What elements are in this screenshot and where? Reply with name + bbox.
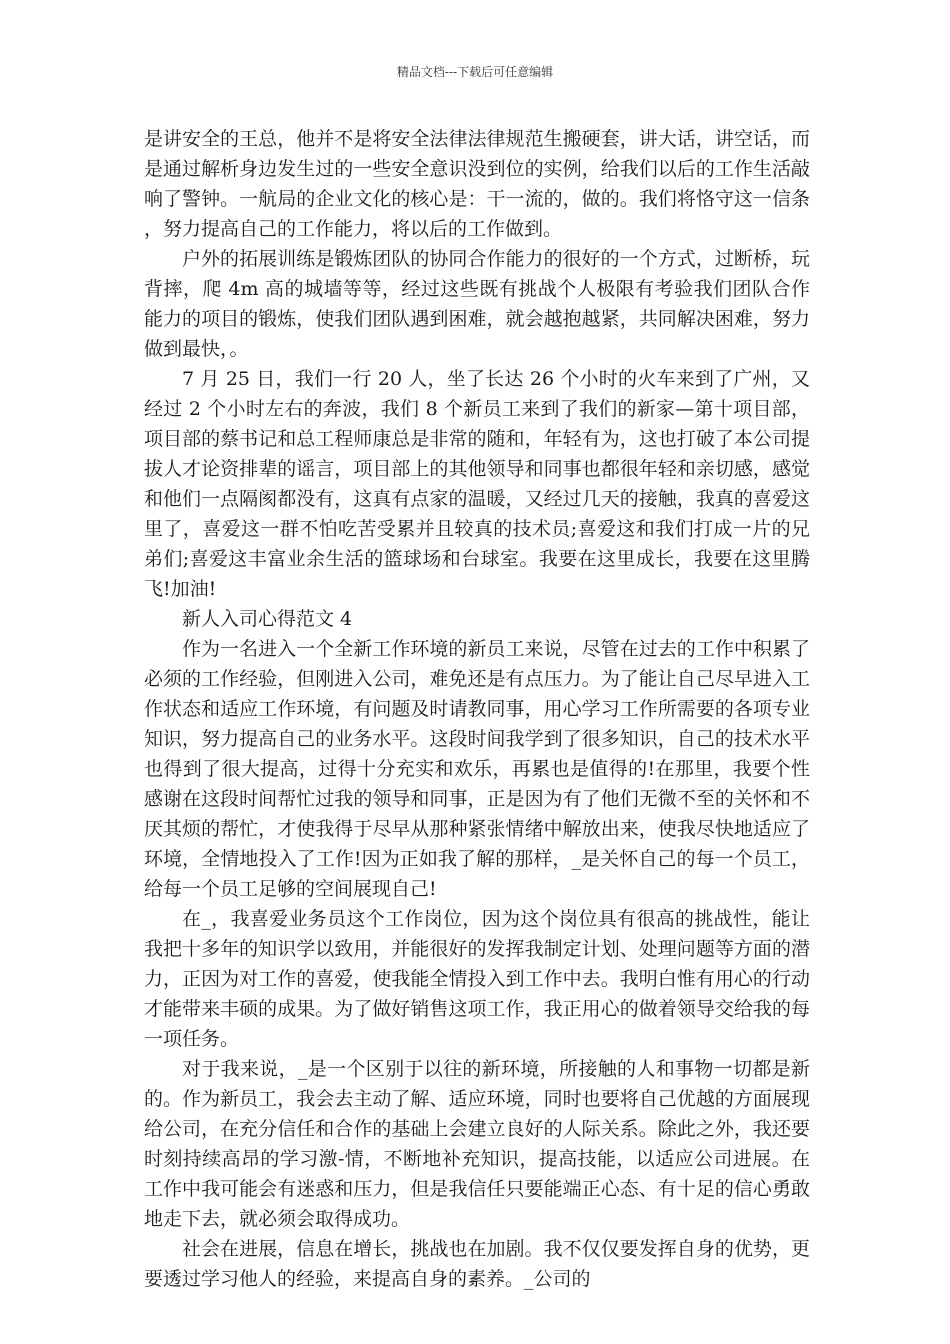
paragraph: 在_，我喜爱业务员这个工作岗位，因为这个岗位具有很高的挑战性，能让我把十多年的知识学以致用，并能很好的发挥我制定计划、处理问题等方面的潜力，正因为对工作的喜爱，使我能全情投入到工作中去。我明白惟有用心的行动才能带来丰硕的成果。为了做好销售这项工作，我正用心的做着领导交给我的每一项任务。 (144, 908, 810, 1050)
paragraph: 是讲安全的王总，他并不是将安全法律法律规范生搬硬套，讲大话，讲空话，而是通过解析身边发生过的一些安全意识没到位的实例，给我们以后的工作生活敲响了警钟。一航局的企业文化的核心是：干一流的，做的。我们将恪守这一信条，努力提高自己的工作能力，将以后的工作做到。 (144, 128, 810, 240)
paragraph: 对于我来说，_是一个区别于以往的新环境，所接触的人和事物一切都是新的。作为新员工，我会去主动了解、适应环境，同时也要将自己优越的方面展现给公司，在充分信任和合作的基础上会建立良好的人际关系。除此之外，我还要时刻持续高昂的学习激-情，不断地补充知识，提高技能，以适应公司进展。在工作中我可能会有迷惑和压力，但是我信任只要能端正心态、有十足的信心勇敢地走下去，就必须会取得成功。 (144, 1058, 810, 1230)
paragraph: 7 月 25 日，我们一行 20 人，坐了长达 26 个小时的火车来到了广州，又经过 2 个小时左右的奔波，我们 8 个新员工来到了我们的新家—第十项目部，项目部的蔡书记和总工程师康总是非常的随和，年轻有为，这也打破了本公司提拔人才论资排辈的谣言，项目部上的其他领导和同事也都很年轻和亲切感，感觉和他们一点隔阂都没有，这真有点家的温暖，又经过几天的接触，我真的喜爱这里了，喜爱这一群不怕吃苦受累并且较真的技术员;喜爱这和我们打成一片的兄弟们;喜爱这丰富业余生活的篮球场和台球室。我要在这里成长，我要在这里腾飞!加油! (144, 368, 810, 600)
page-header: 精品文档---下载后可任意编辑 (396, 65, 554, 79)
paragraph: 作为一名进入一个全新工作环境的新员工来说，尽管在过去的工作中积累了必须的工作经验，但刚进入公司，难免还是有点压力。为了能让自己尽早进入工作状态和适应工作环境，有问题及时请教同事，用心学习工作所需要的各项专业知识，努力提高自己的业务水平。这段时间我学到了很多知识，自己的技术水平也得到了很大提高，过得十分充实和欢乐，再累也是值得的!在那里，我要个性感谢在这段时间帮忙过我的领导和同事，正是因为有了他们无微不至的关怀和不厌其烦的帮忙，才使我得于尽早从那种紧张情绪中解放出来，使我尽快地适应了环境，全情地投入了工作!因为正如我了解的那样，_是关怀自己的每一个员工，给每一个员工足够的空间展现自己! (144, 638, 810, 900)
paragraph: 社会在进展，信息在增长，挑战也在加剧。我不仅仅要发挥自身的优势，更要透过学习他人的经验，来提高自身的素养。_公司的 (144, 1238, 810, 1290)
document-body (144, 124, 810, 1294)
paragraph: 户外的拓展训练是锻炼团队的协同合作能力的很好的一个方式，过断桥，玩背摔，爬 4m 高的城墙等等，经过这些既有挑战个人极限有考验我们团队合作能力的项目的锻炼，使我们团队遇到困难，就会越抱越紧，共同解决困难，努力做到最快，。 (144, 248, 810, 360)
section-title: 新人入司心得范文 4 (182, 608, 353, 630)
